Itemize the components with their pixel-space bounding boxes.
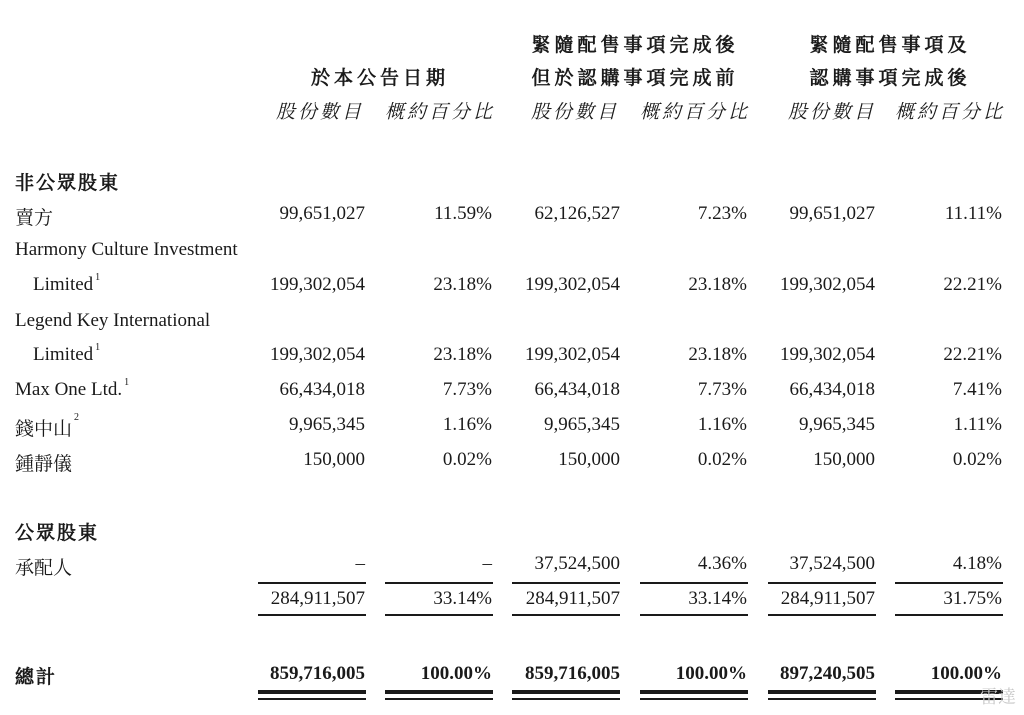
row-label: 錢中山$^2$ (15, 412, 80, 440)
subheader-percent-3: 概約百分比 (895, 102, 1006, 123)
cell-shares-2: 37,524,500 (534, 553, 620, 574)
row-label: Limited $^1$ (33, 342, 101, 365)
cell-percent-1: – (482, 553, 492, 574)
subheader-percent-2: 概約百分比 (640, 102, 751, 123)
cell-shares-3: 9,965,345 (799, 414, 875, 435)
total-double-rule (258, 690, 366, 694)
subtotal-rule (258, 582, 366, 584)
cell-shares-2: 9,965,345 (544, 414, 620, 435)
total-double-rule (640, 698, 748, 700)
subtotal-rule (768, 582, 876, 584)
cell-percent-2: 7.23% (697, 203, 747, 224)
cell-shares-1: 150,000 (303, 449, 365, 470)
cell-percent-1: 11.59% (434, 203, 492, 224)
cell-shares-1: – (355, 553, 365, 574)
total-double-rule (258, 698, 366, 700)
cell-shares-1: 199,302,054 (270, 344, 365, 365)
cell-shares-3: 66,434,018 (789, 379, 875, 400)
cell-shares-2: 62,126,527 (534, 203, 620, 224)
cell-percent-1: 23.18% (433, 344, 492, 365)
header-col3-line2: 認購事項完成後 (809, 68, 971, 89)
cell-shares-1: 66,434,018 (279, 379, 365, 400)
subtotal-rule (640, 582, 748, 584)
total-shares-3: 897,240,505 (780, 663, 875, 684)
total-double-rule (768, 698, 876, 700)
subtotal-underline (512, 614, 620, 616)
cell-shares-1: 9,965,345 (289, 414, 365, 435)
total-double-rule (385, 690, 493, 694)
cell-shares-2: 199,302,054 (525, 274, 620, 295)
header-col1: 於本公告日期 (310, 68, 449, 89)
total-percent-3: 100.00% (930, 663, 1002, 684)
subtotal-underline (385, 614, 493, 616)
subheader-percent-1: 概約百分比 (385, 102, 496, 123)
header-col2-line2: 但於認購事項完成前 (531, 68, 739, 89)
cell-percent-3: 22.21% (943, 274, 1002, 295)
total-double-rule (768, 690, 876, 694)
footnote-marker: 1 (95, 342, 101, 353)
cell-percent-1: 7.73% (442, 379, 492, 400)
total-double-rule (512, 698, 620, 700)
subtotal-rule (385, 582, 493, 584)
subtotal-underline (640, 614, 748, 616)
row-label: 鍾靜儀 (15, 454, 73, 475)
cell-percent-2: 33.14% (688, 588, 747, 609)
total-label: 總計 (15, 667, 58, 688)
cell-shares-3: 199,302,054 (780, 274, 875, 295)
cell-shares-2: 284,911,507 (525, 588, 620, 609)
cell-shares-2: 150,000 (558, 449, 620, 470)
cell-percent-3: 22.21% (943, 344, 1002, 365)
cell-percent-3: 31.75% (943, 588, 1002, 609)
watermark: 雷達 (980, 687, 1016, 708)
cell-percent-2: 23.18% (688, 274, 747, 295)
cell-shares-3: 37,524,500 (789, 553, 875, 574)
header-col2-line1: 緊隨配售事項完成後 (531, 35, 739, 56)
subtotal-rule (512, 582, 620, 584)
total-double-rule (640, 690, 748, 694)
cell-percent-2: 0.02% (697, 449, 747, 470)
cell-percent-2: 1.16% (697, 414, 747, 435)
cell-percent-2: 7.73% (697, 379, 747, 400)
cell-shares-2: 199,302,054 (525, 344, 620, 365)
total-double-rule (512, 690, 620, 694)
cell-percent-1: 23.18% (433, 274, 492, 295)
cell-percent-1: 1.16% (442, 414, 492, 435)
cell-percent-2: 4.36% (697, 553, 747, 574)
cell-shares-2: 66,434,018 (534, 379, 620, 400)
cell-shares-3: 284,911,507 (780, 588, 875, 609)
cell-percent-3: 1.11% (953, 414, 1002, 435)
cell-percent-3: 4.18% (952, 553, 1002, 574)
total-double-rule (385, 698, 493, 700)
footnote-marker: 2 (74, 412, 80, 423)
section-public-shareholders: 公眾股東 (15, 523, 100, 544)
cell-percent-1: 0.02% (442, 449, 492, 470)
total-percent-2: 100.00% (675, 663, 747, 684)
section-non-public-shareholders: 非公眾股東 (15, 173, 121, 194)
total-shares-1: 859,716,005 (270, 663, 365, 684)
total-shares-2: 859,716,005 (525, 663, 620, 684)
cell-shares-1: 199,302,054 (270, 274, 365, 295)
cell-shares-3: 99,651,027 (789, 203, 875, 224)
subtotal-underline (258, 614, 366, 616)
row-label: 承配人 (15, 558, 73, 579)
cell-percent-2: 23.18% (688, 344, 747, 365)
cell-percent-1: 33.14% (433, 588, 492, 609)
cell-shares-1: 99,651,027 (279, 203, 365, 224)
footnote-marker: 1 (124, 377, 130, 388)
cell-shares-3: 199,302,054 (780, 344, 875, 365)
row-label: Harmony Culture Investment (15, 239, 238, 260)
cell-percent-3: 7.41% (952, 379, 1002, 400)
footnote-marker: 1 (95, 272, 101, 283)
row-label: 賣方 (15, 208, 54, 229)
cell-percent-3: 11.11% (944, 203, 1002, 224)
header-col3-line1: 緊隨配售事項及 (809, 35, 971, 56)
subtotal-rule (895, 582, 1003, 584)
row-label: Max One Ltd. $^1$ (15, 377, 130, 400)
subheader-shares-2: 股份數目 (530, 102, 619, 123)
row-label: Legend Key International (15, 310, 211, 331)
subtotal-underline (768, 614, 876, 616)
subheader-shares-1: 股份數目 (275, 102, 364, 123)
subtotal-underline (895, 614, 1003, 616)
cell-shares-3: 150,000 (813, 449, 875, 470)
subheader-shares-3: 股份數目 (787, 102, 876, 123)
cell-shares-1: 284,911,507 (270, 588, 365, 609)
total-percent-1: 100.00% (420, 663, 492, 684)
row-label: Limited $^1$ (33, 272, 101, 295)
cell-percent-3: 0.02% (952, 449, 1002, 470)
